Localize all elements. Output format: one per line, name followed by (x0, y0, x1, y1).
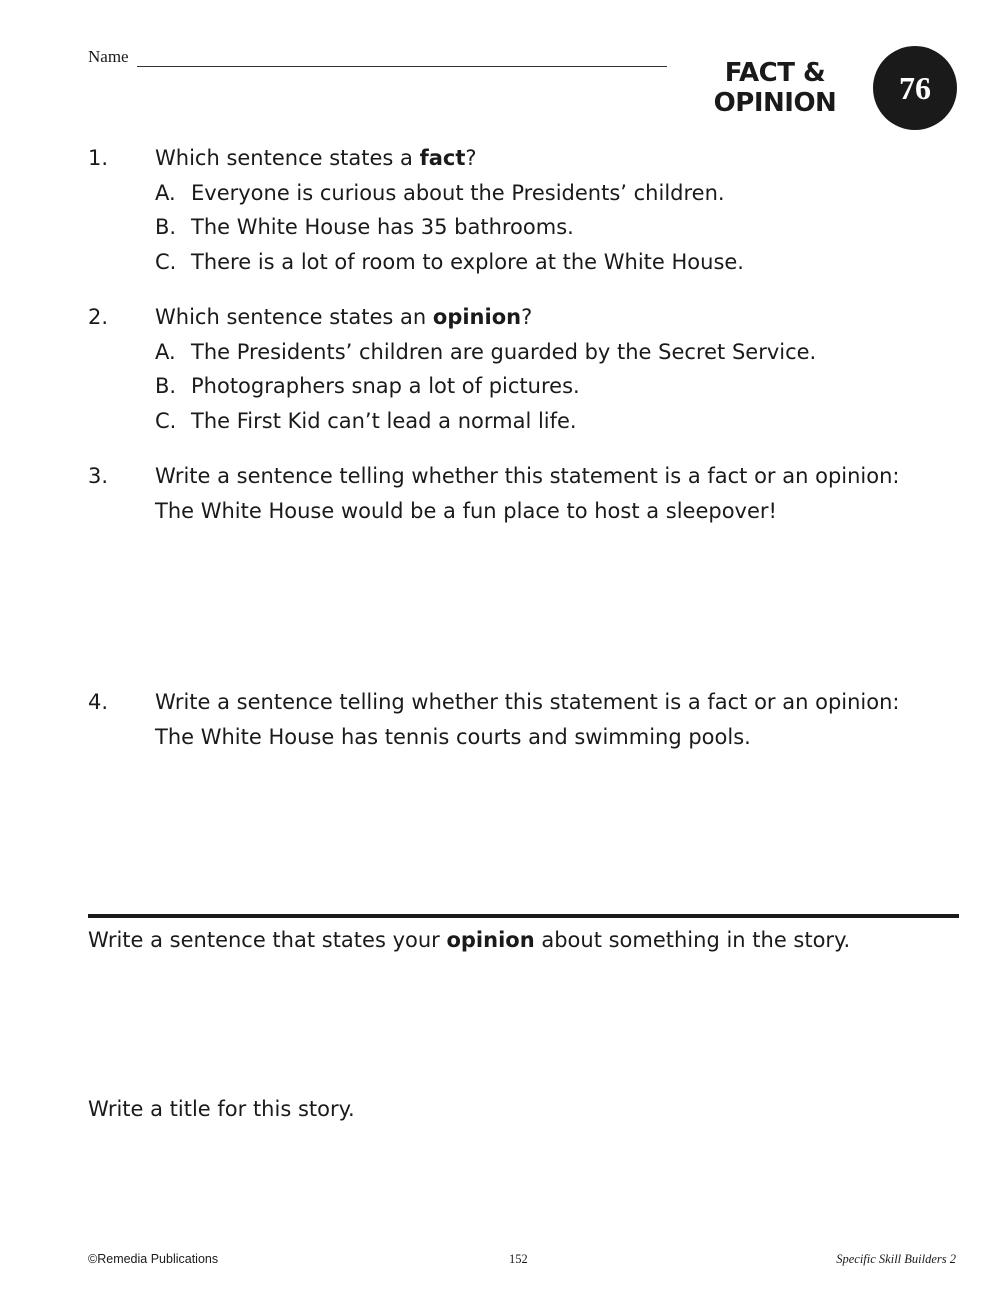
question-4 (88, 685, 968, 754)
footer-page-number: 152 (509, 1252, 528, 1266)
answer-option-a[interactable]: A. The Presidents’ children are guarded by the Secret Service. (155, 339, 817, 364)
question-instruction: Write a sentence telling whether this statement is a fact or an opinion: (155, 690, 900, 714)
question-stem: Which sentence states an opinion? (155, 305, 533, 329)
question-number: 4. (88, 690, 109, 714)
skill-title (700, 58, 850, 118)
answer-option-b[interactable]: B. Photographers snap a lot of pictures. (155, 374, 580, 398)
question-statement: The White House has tennis courts and swimming pools. (155, 724, 751, 749)
footer-book-title: Specific Skill Builders 2 (836, 1252, 956, 1266)
answer-option-a[interactable]: A. Everyone is curious about the Presidents’ children. (155, 180, 725, 205)
question-1 (88, 141, 968, 279)
opinion-prompt: Write a sentence that states your opinion about something in the story. (88, 928, 851, 952)
question-number: 3. (88, 464, 109, 488)
question-3 (88, 459, 968, 528)
question-instruction: Write a sentence telling whether this statement is a fact or an opinion: (155, 464, 900, 488)
section-divider (88, 914, 959, 918)
skill-title-line2: OPINION (713, 88, 837, 118)
question-stem: Which sentence states a fact? (155, 146, 477, 170)
answer-option-c[interactable]: C. There is a lot of room to explore at the White House. (155, 249, 744, 274)
answer-option-b[interactable]: B. The White House has 35 bathrooms. (155, 215, 574, 239)
skill-title-line1: FACT & (724, 58, 826, 88)
answer-option-c[interactable]: C. The First Kid can’t lead a normal life. (155, 408, 577, 433)
question-statement: The White House would be a fun place to host a sleepover! (155, 498, 777, 523)
question-2 (88, 300, 968, 438)
question-number: 1. (88, 146, 109, 170)
name-field[interactable] (88, 47, 667, 67)
name-line[interactable] (137, 48, 667, 67)
lesson-number-badge: 76 (873, 46, 957, 130)
question-number: 2. (88, 305, 109, 329)
footer-publisher: ©Remedia Publications (88, 1252, 219, 1266)
title-prompt: Write a title for this story. (88, 1097, 355, 1121)
name-label: Name (88, 47, 129, 66)
